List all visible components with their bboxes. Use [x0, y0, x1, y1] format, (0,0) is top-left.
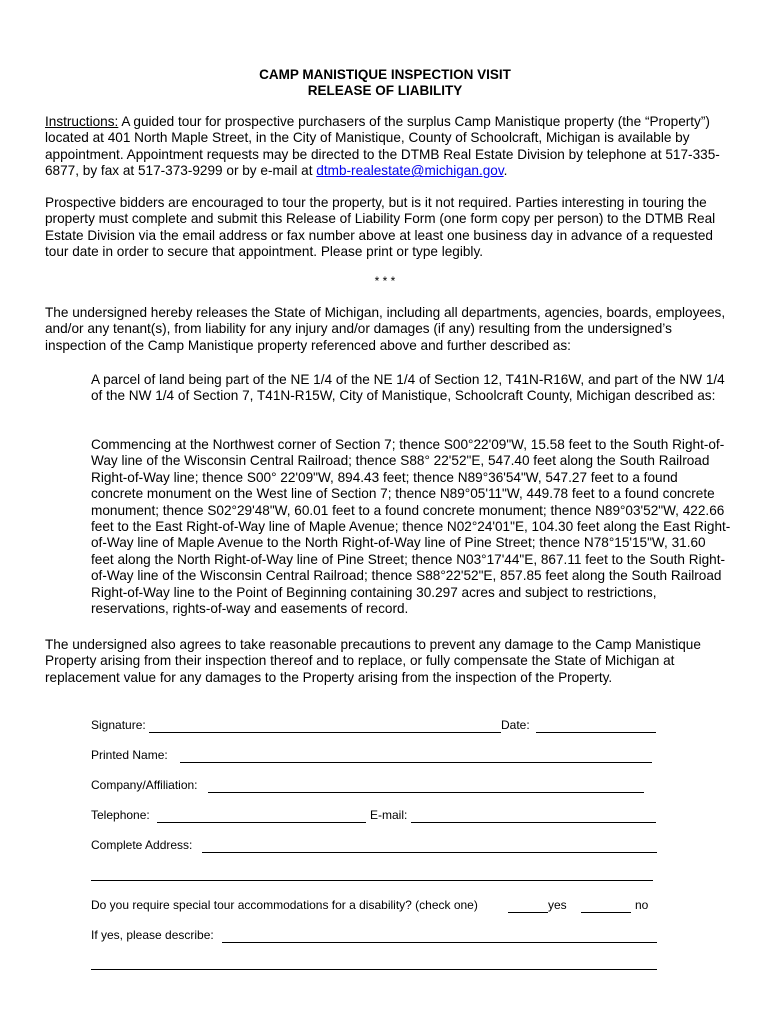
- instructions-label: Instructions:: [45, 114, 119, 129]
- telephone-field[interactable]: [157, 822, 366, 823]
- instructions-paragraph: [45, 114, 735, 180]
- printed-name-field[interactable]: [180, 762, 652, 763]
- telephone-label: Telephone:: [91, 808, 150, 822]
- section-separator: * * *: [374, 274, 396, 288]
- company-label: Company/Affiliation:: [91, 778, 198, 792]
- precautions-paragraph: The undersigned also agrees to take reasonable precautions to prevent any damage to the Camp Manistique Property arising from their inspection thereof and to replace, or fully compensate the State of Michigan at replacement value for any damages to the Property arising from the inspection of the Property.: [45, 637, 701, 685]
- release-paragraph: The undersigned hereby releases the State of Michigan, including all departments, agencies, boards, employees, and/or any tenant(s), from liability for any injury and/or damages (if any) resulting from the undersigned’s inspection of the Camp Manistique property referenced above and further described as:: [45, 305, 726, 353]
- accommodation-question: Do you require special tour accommodations for a disability? (check one): [91, 898, 478, 912]
- no-checkbox-field[interactable]: [581, 912, 631, 913]
- no-label: no: [635, 898, 649, 912]
- address-field[interactable]: [202, 852, 657, 853]
- address-row: [91, 838, 661, 854]
- document-subtitle: RELEASE OF LIABILITY: [307, 83, 463, 98]
- accommodation-row: [91, 898, 661, 914]
- describe-field-line-2[interactable]: [91, 969, 657, 970]
- legal-description-intro: A parcel of land being part of the NE 1/4 of the NE 1/4 of Section 12, T41N-R16W, and part of the NW 1/4 of the NW 1/4 of Section 7, T41N-R15W, City of Manistique, Schoolcraft County, Michigan described as:: [91, 372, 725, 404]
- email-field[interactable]: [411, 822, 656, 823]
- instructions-text: A guided tour for prospective purchasers of the surplus Camp Manistique property (the “Property”) located at 401 North Maple Street, in the City of Manistique, County of Schoolcraft, Michigan is available by appointment. Appointment requests may be directed to the DTMB Real Estate Division by telephone at 517-335-6877, by fax at 517-373-9299 or by e-mail at: [45, 114, 720, 179]
- company-field[interactable]: [208, 792, 644, 793]
- describe-field[interactable]: [222, 942, 657, 943]
- address-label: Complete Address:: [91, 838, 193, 852]
- contact-row: [91, 808, 661, 824]
- signature-row: [91, 718, 661, 734]
- email-label: E-mail:: [370, 808, 408, 822]
- signature-label: Signature:: [91, 718, 146, 732]
- describe-label: If yes, please describe:: [91, 928, 214, 942]
- address-field-line-2[interactable]: [91, 880, 653, 881]
- document-title: CAMP MANISTIQUE INSPECTION VISIT: [259, 67, 511, 82]
- printed-name-row: [91, 748, 661, 764]
- tour-paragraph: Prospective bidders are encouraged to tour the property, but is it not required. Parties interesting in touring the property must complete and submit this Release of Liability Form (one form copy per person) to the DTMB Real Estate Division via the email address or fax number above at least one business day in advance of a requested tour date in order to secure that appointment. Please print or type legibly.: [45, 195, 716, 260]
- email-link[interactable]: dtmb-realestate@michigan.gov: [316, 163, 504, 179]
- printed-name-label: Printed Name:: [91, 748, 168, 762]
- company-row: [91, 778, 661, 794]
- describe-row: [91, 928, 661, 944]
- date-label: Date:: [501, 718, 530, 732]
- signature-field[interactable]: [149, 732, 501, 733]
- legal-description-metes-bounds: Commencing at the Northwest corner of Section 7; thence S00°22'09"W, 15.58 feet to the South Right-of-Way line of the Wisconsin Central Railroad; thence S88° 22'52"E, 547.40 feet along the South Railroad Right-of-Way line; thence S00° 22'09"W, 894.43 feet; thence N89°36'54"W, 547.27 feet to a found concrete monument on the West line of Section 7; thence N89°05'11"W, 449.78 feet to a found concrete monument; thence S02°29'48"W, 60.01 feet to a found concrete monument; thence N89°03'52"W, 422.66 feet to the East Right-of-Way line of Maple Avenue; thence N02°24'01"E, 104.30 feet along the East Right-of-Way line of Maple Avenue to the North Right-of-Way line of Pine Street; thence N78°15'15"W, 31.60 feet along the North Right-of-Way line of Pine Street; thence N03°17'44"E, 867.11 feet to the South Right-of-Way line of the Wisconsin Central Railroad; thence S88°22'52"E, 857.85 feet along the South Railroad Right‑of‑Way line to the Point of Beginning containing 30.297 acres and subject to restrictions, reservations, rights‑of‑way and easements of record.: [91, 437, 731, 617]
- date-field[interactable]: [536, 732, 656, 733]
- instructions-end: .: [503, 163, 508, 179]
- yes-label: yes: [548, 898, 567, 912]
- yes-checkbox-field[interactable]: [508, 912, 548, 913]
